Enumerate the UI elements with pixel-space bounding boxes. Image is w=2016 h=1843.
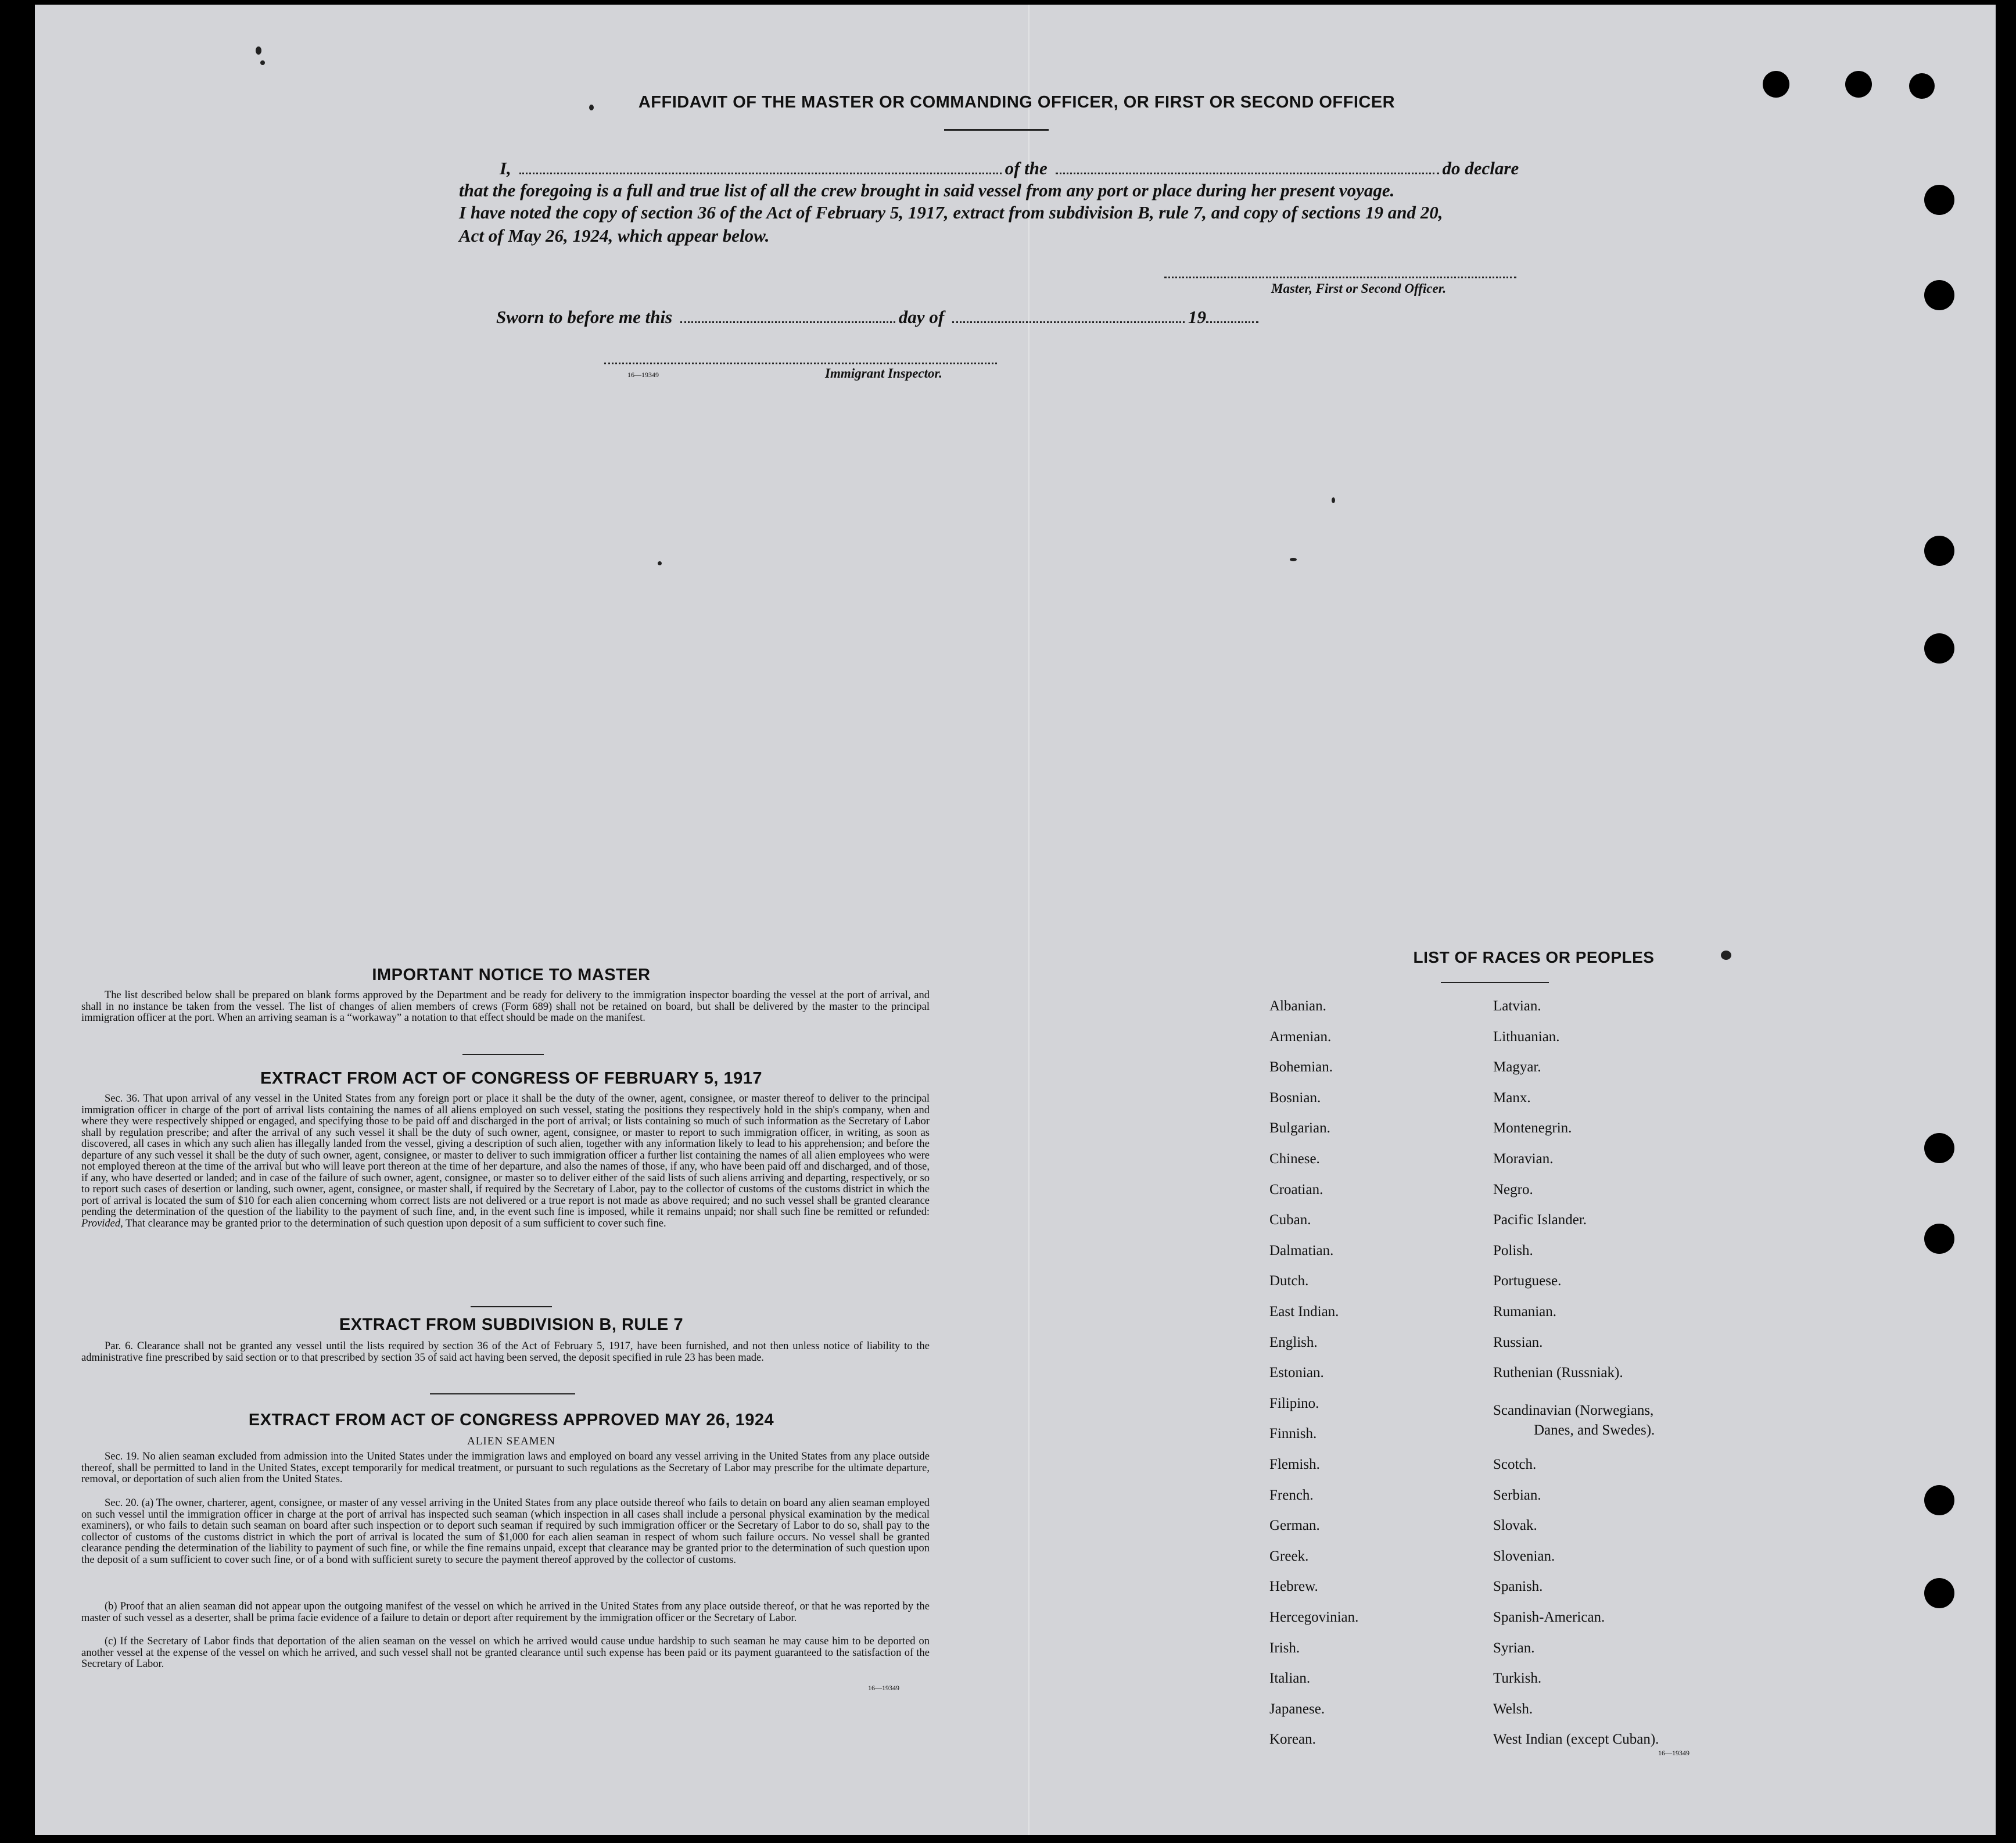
affidavit-form-number: 16—19349 (627, 371, 659, 379)
vessel-prefix: of the (1005, 158, 1048, 178)
race-item: East Indian. (1269, 1304, 1339, 1319)
inspector-signature-line[interactable] (604, 363, 997, 364)
declarant-prefix: I, (500, 158, 511, 178)
race-item: Scandinavian (Norwegians, (1493, 1403, 1654, 1419)
race-item: Welsh. (1493, 1701, 1533, 1717)
race-item: Japanese. (1269, 1701, 1325, 1717)
affidavit-title: AFFIDAVIT OF THE MASTER OR COMMANDING OFFICER, OR FIRST OR SECOND OFFICER (638, 93, 1396, 112)
race-item: Danes, and Swedes). (1534, 1422, 1655, 1439)
affidavit-line-2: that the foregoing is a full and true list of all the crew brought in said vessel from any port or place during her present voyage. (459, 180, 1395, 200)
race-item: Bosnian. (1269, 1089, 1321, 1106)
proviso-text: That clearance may be granted prior to the determination of such question upon deposit of a sum sufficient to cover such fine. (125, 1217, 666, 1229)
notice-title: IMPORTANT NOTICE TO MASTER (372, 966, 651, 984)
extract-1917-title: EXTRACT FROM ACT OF CONGRESS OF FEBRUARY 5, 1917 (260, 1069, 763, 1088)
race-item: Serbian. (1493, 1487, 1541, 1503)
sworn-day-field[interactable] (680, 321, 895, 323)
punch-hole (1924, 1224, 1954, 1254)
race-item: French. (1269, 1487, 1314, 1503)
punch-hole (1763, 71, 1789, 98)
race-item: Dutch. (1269, 1273, 1309, 1289)
day-of-label: day of (898, 307, 945, 327)
left-form-number: 16—19349 (868, 1684, 899, 1692)
races-title-rule (1441, 982, 1549, 983)
paper-speck (260, 60, 265, 65)
year-prefix: 19 (1188, 307, 1206, 327)
race-item: Estonian. (1269, 1365, 1324, 1381)
race-item: Montenegrin. (1493, 1120, 1572, 1136)
race-item: Negro. (1493, 1181, 1533, 1197)
proviso-label: Provided, (81, 1217, 123, 1229)
race-item: Turkish. (1493, 1670, 1542, 1687)
race-item: Slovak. (1493, 1518, 1537, 1534)
extract-1924-title: EXTRACT FROM ACT OF CONGRESS APPROVED MAY 26, 1924 (248, 1411, 774, 1429)
race-item: Bulgarian. (1269, 1120, 1330, 1136)
paper-speck (1290, 558, 1297, 561)
paper-speck (658, 561, 662, 565)
punch-hole (1924, 633, 1954, 664)
sworn-line (496, 307, 1258, 328)
sec-20a-body: Sec. 20. (a) The owner, charterer, agent, consignee, or master of any vessel arriving in the United States from any place outside thereof who fails to detain on board any alien seaman employed on such vessel until the immigration officer in charge at the port of arrival has inspected such seaman (which inspection in all cases shall include a personal physical examination by the medical examiners), or who fails to detain such seaman on board after such inspection or to deport such seaman if required by such immigration officer or the Secretary of Labor to do so, shall pay to the collector of customs of the customs district in which the port of arrival is located the sum of $1,000 for each alien seaman in respect of whom such failure occurs. No vessel shall be granted clearance pending the determination of the liability to payment of such fine, or while the fine remains unpaid, except that clearance may be granted prior to the determination of such question upon the deposit of a sum sufficient to cover such fine, or of a bond with sufficient surety to secure the payment thereof approved by the collector of customs. (81, 1497, 930, 1566)
race-item: Rumanian. (1493, 1304, 1557, 1319)
race-item: Syrian. (1493, 1640, 1535, 1656)
sec-36-text: That upon arrival of any vessel in the United States from any foreign port or place it shall be the duty of the owner, agent, consignee, or master thereof to deliver to the principal immigration officer in charge of the port of arrival lists containing the names of all aliens employed on such vessel, stating the positions they respectively hold in the ship's company, when and where they were respectively shipped or engaged, and specifying those to be paid off and discharged in the port of arrival; or lists containing so much of such information as the Secretary of Labor shall by regulation prescribe; and after the arrival of any such vessel it shall be the duty of such owner, agent, consignee, or master to report to such immigration officer, in writing, as soon as discovered, all cases in which any such alien has illegally landed from the vessel, giving a description of such alien, together with any information likely to lead to his apprehension; and before the departure of any such vessel it shall be the duty of such owner, agent, consignee, or master to deliver to such immigration officer a further list containing the names of all alien employees who were not employed thereon at the time of the arrival but who will leave port thereon at the time of her departure, and also the names of those, if any, who have been paid off and discharged, and of those, if any, who have deserted or landed; and in case of the failure of such owner, agent, consignee, or master so to deliver either of the said lists of such aliens arriving and departing, respectively, or so to report such cases of desertion or landing, such owner, agent, consignee, or master shall, if required by the Secretary of Labor, pay to the collector of customs of the customs district in which the port of arrival is located the sum of $10 for each alien concerning whom correct lists are not delivered or a true report is not made as above required; and no such vessel shall be granted clearance pending the determination of the question of the liability to the payment of such fine, and, in the event such fine is imposed, while it remains unpaid; nor shall such fine be remitted or refunded: (81, 1093, 930, 1218)
paper-speck (256, 46, 261, 55)
race-item: Scotch. (1493, 1457, 1537, 1472)
master-signature-line[interactable] (1164, 277, 1516, 278)
punch-hole (1924, 280, 1954, 310)
races-form-number: 16—19349 (1658, 1749, 1689, 1757)
race-item: Flemish. (1269, 1457, 1320, 1472)
sec-19-body: Sec. 19. No alien seaman excluded from admission into the United States under the immigration laws and employed on board any vessel arriving in the United States from any place outside thereof, shall be permitted to land in the United States, except temporarily for medical treatment, or pursuant to such regulations as the Secretary of Labor may prescribe for the ultimate departure, removal, or deportation of such alien from the United States. (81, 1451, 930, 1485)
race-item: Finnish. (1269, 1426, 1317, 1442)
race-item: Ruthenian (Russniak). (1493, 1365, 1623, 1381)
rule-7-title: EXTRACT FROM SUBDIVISION B, RULE 7 (339, 1315, 684, 1334)
race-item: Russian. (1493, 1334, 1543, 1350)
extract-1917-rule (471, 1306, 552, 1307)
affidavit-line-3: I have noted the copy of section 36 of the Act of February 5, 1917, extract from subdivision B, rule 7, and copy of sections 19 and 20, (459, 202, 1443, 223)
race-item: Slovenian. (1493, 1548, 1555, 1564)
race-item: Irish. (1269, 1640, 1300, 1656)
race-item: Dalmatian. (1269, 1242, 1334, 1258)
extract-1917-body (81, 1093, 930, 1229)
race-item: Chinese. (1269, 1151, 1320, 1167)
race-item: Italian. (1269, 1670, 1311, 1687)
sec-36-label: Sec. 36. (105, 1093, 140, 1105)
punch-hole (1924, 1578, 1954, 1608)
race-item: Cuban. (1269, 1212, 1311, 1228)
race-item: Albanian. (1269, 998, 1326, 1014)
race-item: Filipino. (1269, 1395, 1319, 1411)
alien-seamen-subtitle: ALIEN SEAMEN (467, 1435, 555, 1447)
declarant-name-field[interactable] (519, 173, 1002, 174)
race-item: Lithuanian. (1493, 1028, 1560, 1045)
race-item: Hercegovinian. (1269, 1609, 1359, 1625)
race-item: Moravian. (1493, 1151, 1554, 1167)
title-rule (944, 129, 1049, 131)
notice-body: The list described below shall be prepared on blank forms approved by the Department and be ready for delivery to the immigration inspector boarding the vessel at the port of arrival, and shall in no instance be taken from the vessel. The list of changes of alien members of crews (Form 689) shall not be retained on board, but shall be delivered by the master to the principal immigration officer at the port. When an arriving seaman is a “workaway” a notation to that effect should be made on the manifest. (81, 989, 930, 1024)
sec-20b-body: (b) Proof that an alien seaman did not appear upon the outgoing manifest of the vessel on which he arrived in the United States from any place outside thereof, or that he was reported by the master of such vessel as a deserter, shall be prima facie evidence of a failure to detain or deport after requirement by the immigration officer or the Secretary of Labor. (81, 1601, 930, 1624)
punch-hole (1924, 536, 1954, 566)
master-signature-label: Master, First or Second Officer. (1271, 281, 1447, 296)
race-item: Hebrew. (1269, 1579, 1318, 1595)
race-item: Korean. (1269, 1731, 1316, 1748)
race-item: Croatian. (1269, 1181, 1323, 1197)
punch-hole (1845, 71, 1872, 98)
race-item: Spanish. (1493, 1579, 1543, 1595)
race-item: German. (1269, 1518, 1320, 1534)
race-item: West Indian (except Cuban). (1493, 1731, 1659, 1748)
race-item: English. (1269, 1334, 1318, 1350)
punch-hole (1924, 1133, 1954, 1163)
inspector-label: Immigrant Inspector. (825, 366, 942, 381)
sec-20c-body: (c) If the Secretary of Labor finds that deportation of the alien seaman on the vessel on which he arrived would cause undue hardship to such seaman he may cause him to be deported on another vessel at the expense of the vessel on which he arrived, and such vessel shall not be granted clearance until such expense has been paid or its payment guaranteed to the satisfaction of the Secretary of Labor. (81, 1636, 930, 1670)
center-fold (1028, 5, 1029, 1835)
vessel-name-field[interactable] (1056, 173, 1439, 174)
race-item: Bohemian. (1269, 1059, 1333, 1075)
sworn-label: Sworn to before me this (496, 307, 673, 327)
race-item: Polish. (1493, 1242, 1533, 1258)
affidavit-line-4: Act of May 26, 1924, which appear below. (459, 225, 770, 246)
punch-hole (1924, 185, 1954, 215)
rule-7-rule (430, 1393, 575, 1394)
races-title: LIST OF RACES OR PEOPLES (1413, 948, 1655, 966)
race-item: Magyar. (1493, 1059, 1541, 1075)
punch-hole (1909, 73, 1935, 99)
race-item: Portuguese. (1493, 1273, 1562, 1289)
race-item: Armenian. (1269, 1028, 1332, 1045)
race-item: Pacific Islander. (1493, 1212, 1587, 1228)
declare-suffix: do declare (1442, 158, 1519, 178)
paper-speck (1332, 497, 1335, 503)
punch-hole (1924, 1485, 1954, 1515)
race-item: Latvian. (1493, 998, 1541, 1014)
affidavit-line-1 (500, 158, 1519, 179)
sworn-month-field[interactable] (952, 321, 1185, 323)
race-item: Spanish-American. (1493, 1609, 1605, 1625)
race-item: Greek. (1269, 1548, 1309, 1564)
sworn-year-field[interactable] (1206, 321, 1258, 323)
rule-7-body: Par. 6. Clearance shall not be granted any vessel until the lists required by section 36 of the Act of February 5, 1917, have been furnished, and not then unless notice of liability to the administrative fine prescribed by said section or to that prescribed by section 35 of said act having been served, the deposit specified in rule 23 has been made. (81, 1340, 930, 1364)
race-item: Manx. (1493, 1089, 1531, 1106)
notice-rule (462, 1054, 544, 1055)
